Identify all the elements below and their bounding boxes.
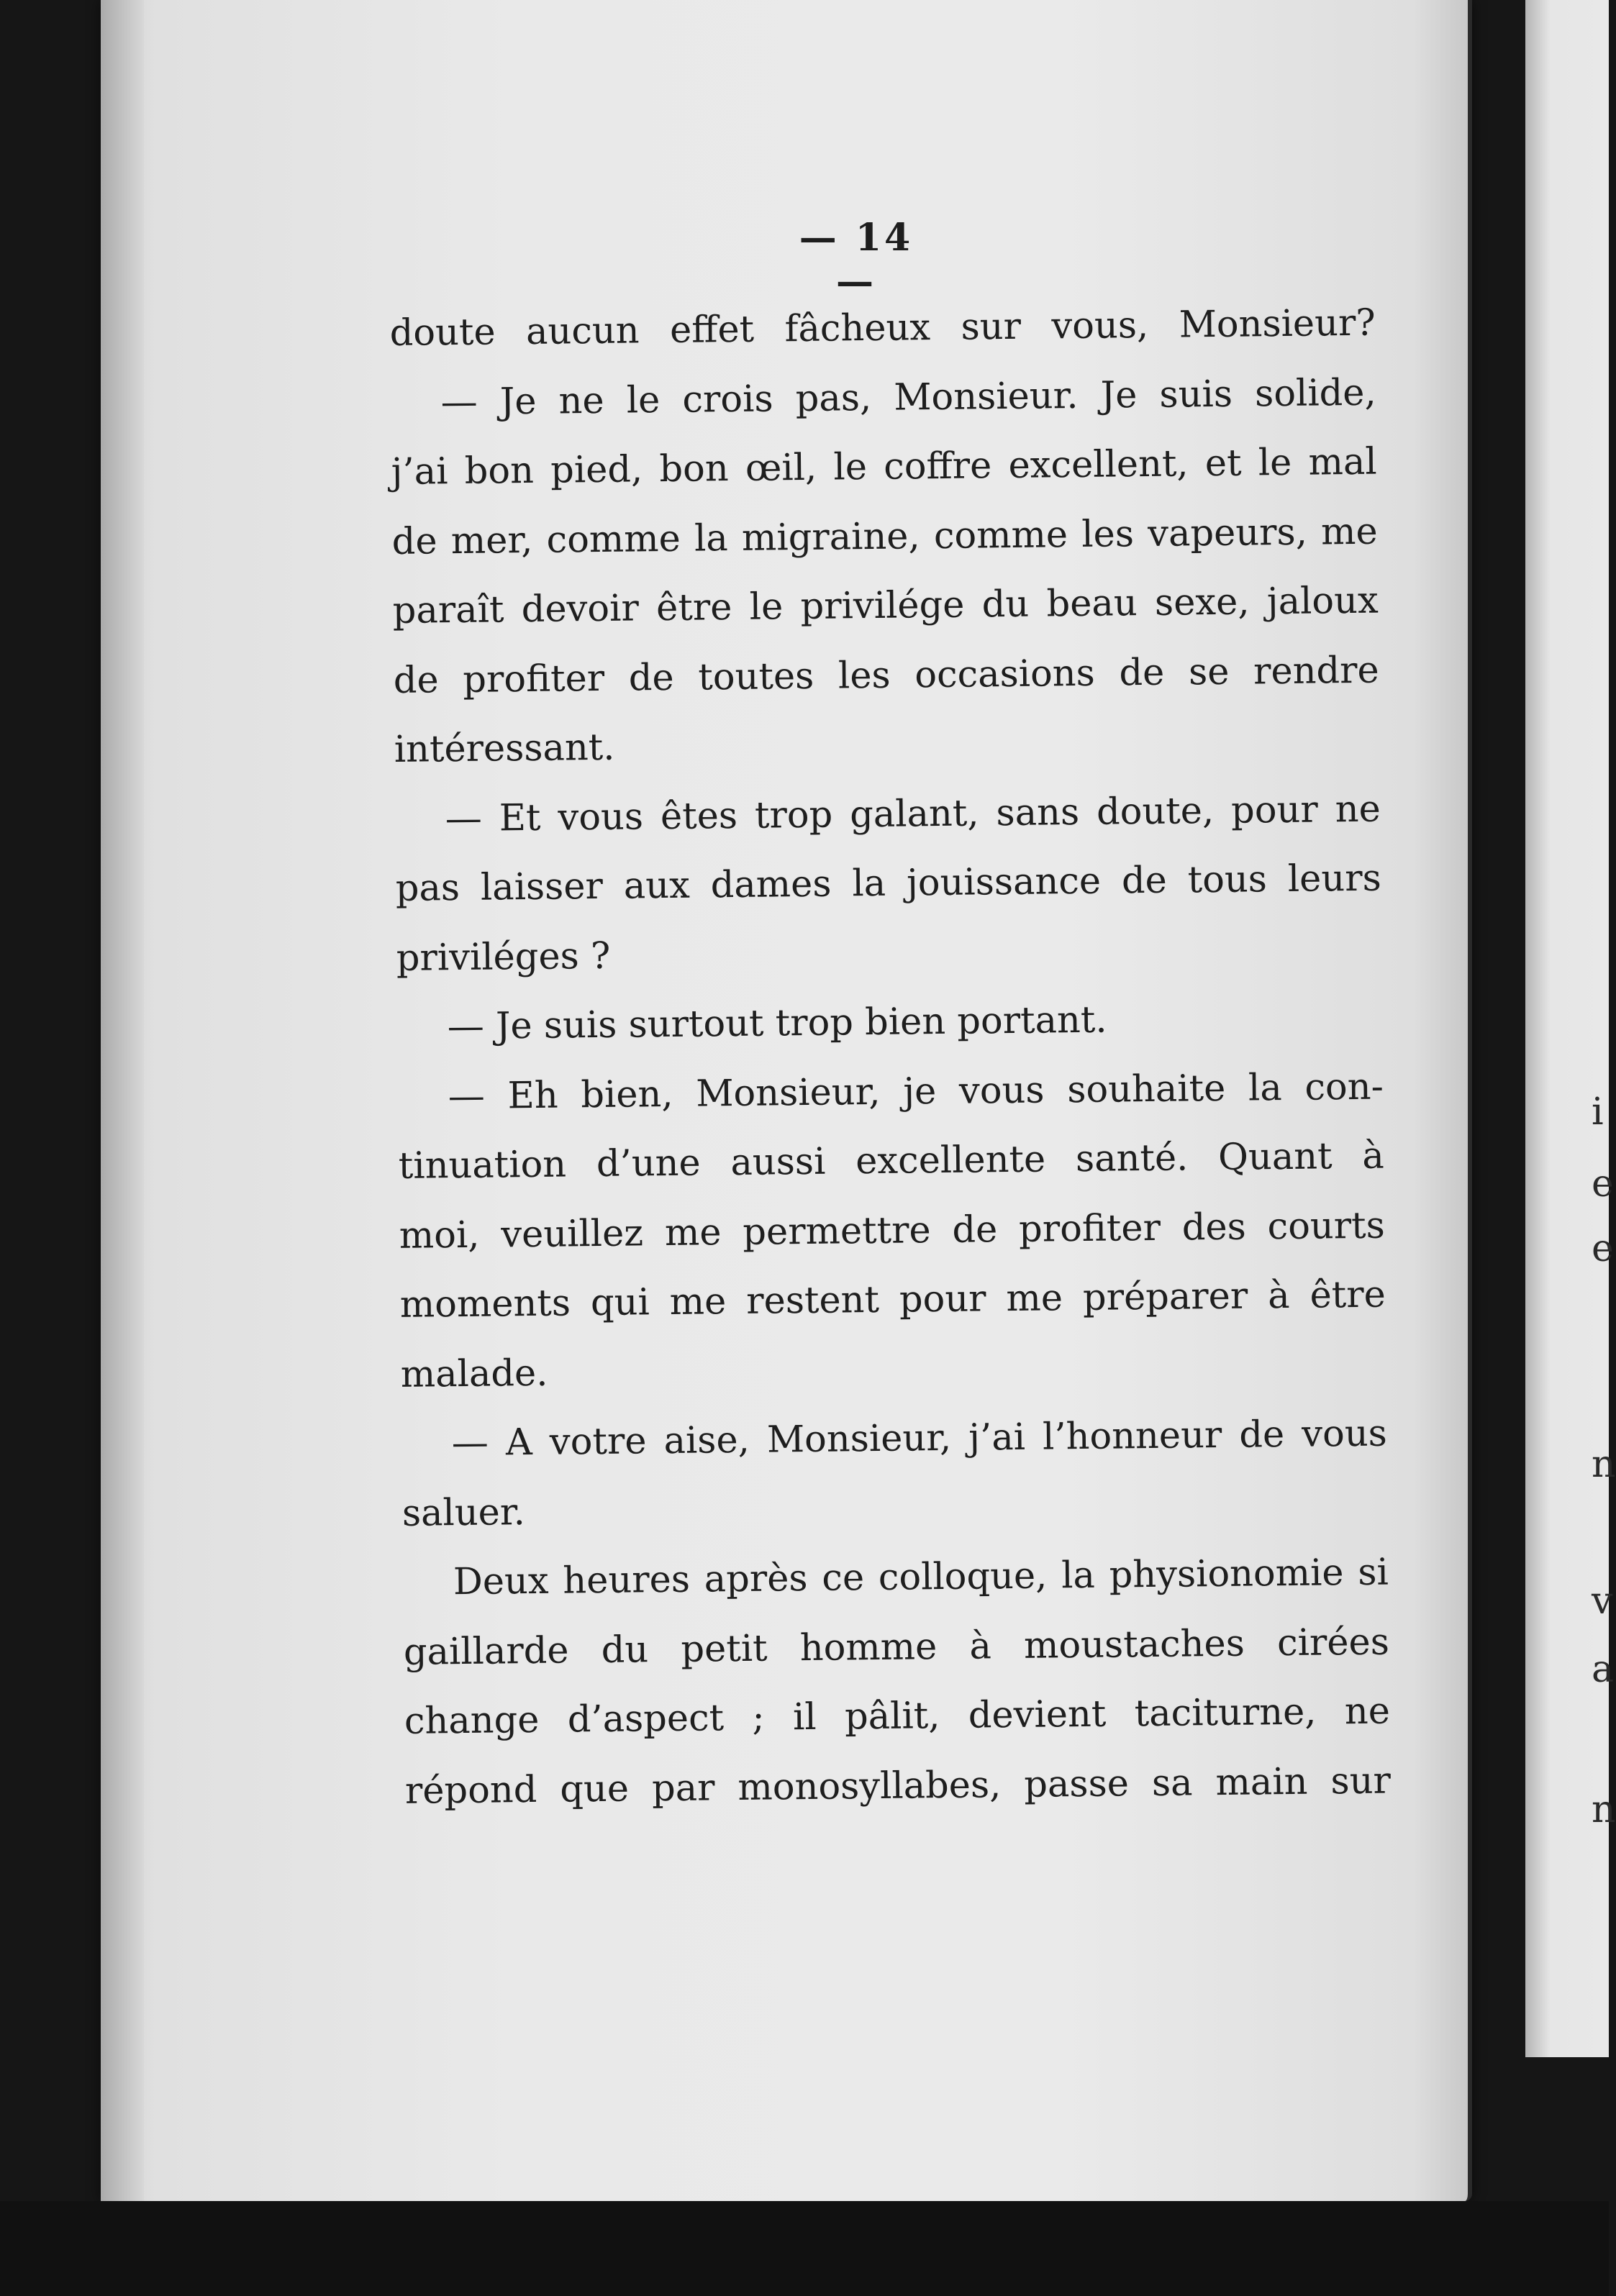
facing-page-letter: n [1592,1788,1616,1831]
text-line: tinuation d’une aussi excellente santé. Quant à [398,1134,1385,1188]
text-line: intéressant. [394,726,615,771]
text-line: malade. [400,1352,548,1396]
text-line: gaillarde du petit homme à moustaches cirées [403,1621,1390,1674]
scan-background [0,2201,1609,2296]
facing-page-letter: e [1592,1162,1614,1206]
text-line: Deux heures après ce colloque, la physionomie si [453,1551,1389,1604]
text-line: — A votre aise, Monsieur, j’ai l’honneur de vous [451,1412,1388,1465]
facing-page-letter: i [1592,1090,1604,1134]
text-line: répond que par monosyllabes, passe sa main sur [404,1759,1392,1813]
text-line: j’ai bon pied, bon œil, le coffre excellent, et le mal [391,440,1377,493]
text-line: paraît devoir être le privilége du beau sexe, jaloux [392,579,1379,632]
text-line: — Et vous êtes trop galant, sans doute, pour ne [445,788,1381,840]
facing-page-letter: n [1592,1443,1616,1486]
facing-page-edge [1525,0,1616,2057]
text-lines [389,289,1391,1826]
text-line: de mer, comme la migraine, comme les vapeurs, me [391,510,1378,563]
text-line: de profiter de toutes les occasions de se rendre [393,649,1379,702]
text-line: moi, veuillez me permettre de profiter des courts [399,1204,1386,1257]
facing-page-letter: v [1592,1580,1613,1623]
text-line: priviléges ? [396,934,611,980]
text-line: — Je suis surtout trop bien portant. [447,998,1107,1049]
text-line: — Eh bien, Monsieur, je vous souhaite la con- [448,1065,1384,1118]
facing-page-letter: e [1592,1227,1614,1270]
text-line: moments qui me restent pour me préparer à être [399,1273,1386,1326]
text-line: pas laisser aux dames la jouissance de tous leurs [395,857,1382,910]
text-line: saluer. [401,1490,526,1535]
text-line: change d’aspect ; il pâlit, devient taciturne, ne [404,1690,1391,1743]
page-text-block [389,206,1391,1826]
page-number: — 14 — [799,216,914,304]
facing-page-letter: a [1592,1648,1615,1691]
text-line: — Je ne le crois pas, Monsieur. Je suis solide, [440,371,1376,424]
text-line: doute aucun effet fâcheux sur vous, Monsieur? [389,301,1376,355]
